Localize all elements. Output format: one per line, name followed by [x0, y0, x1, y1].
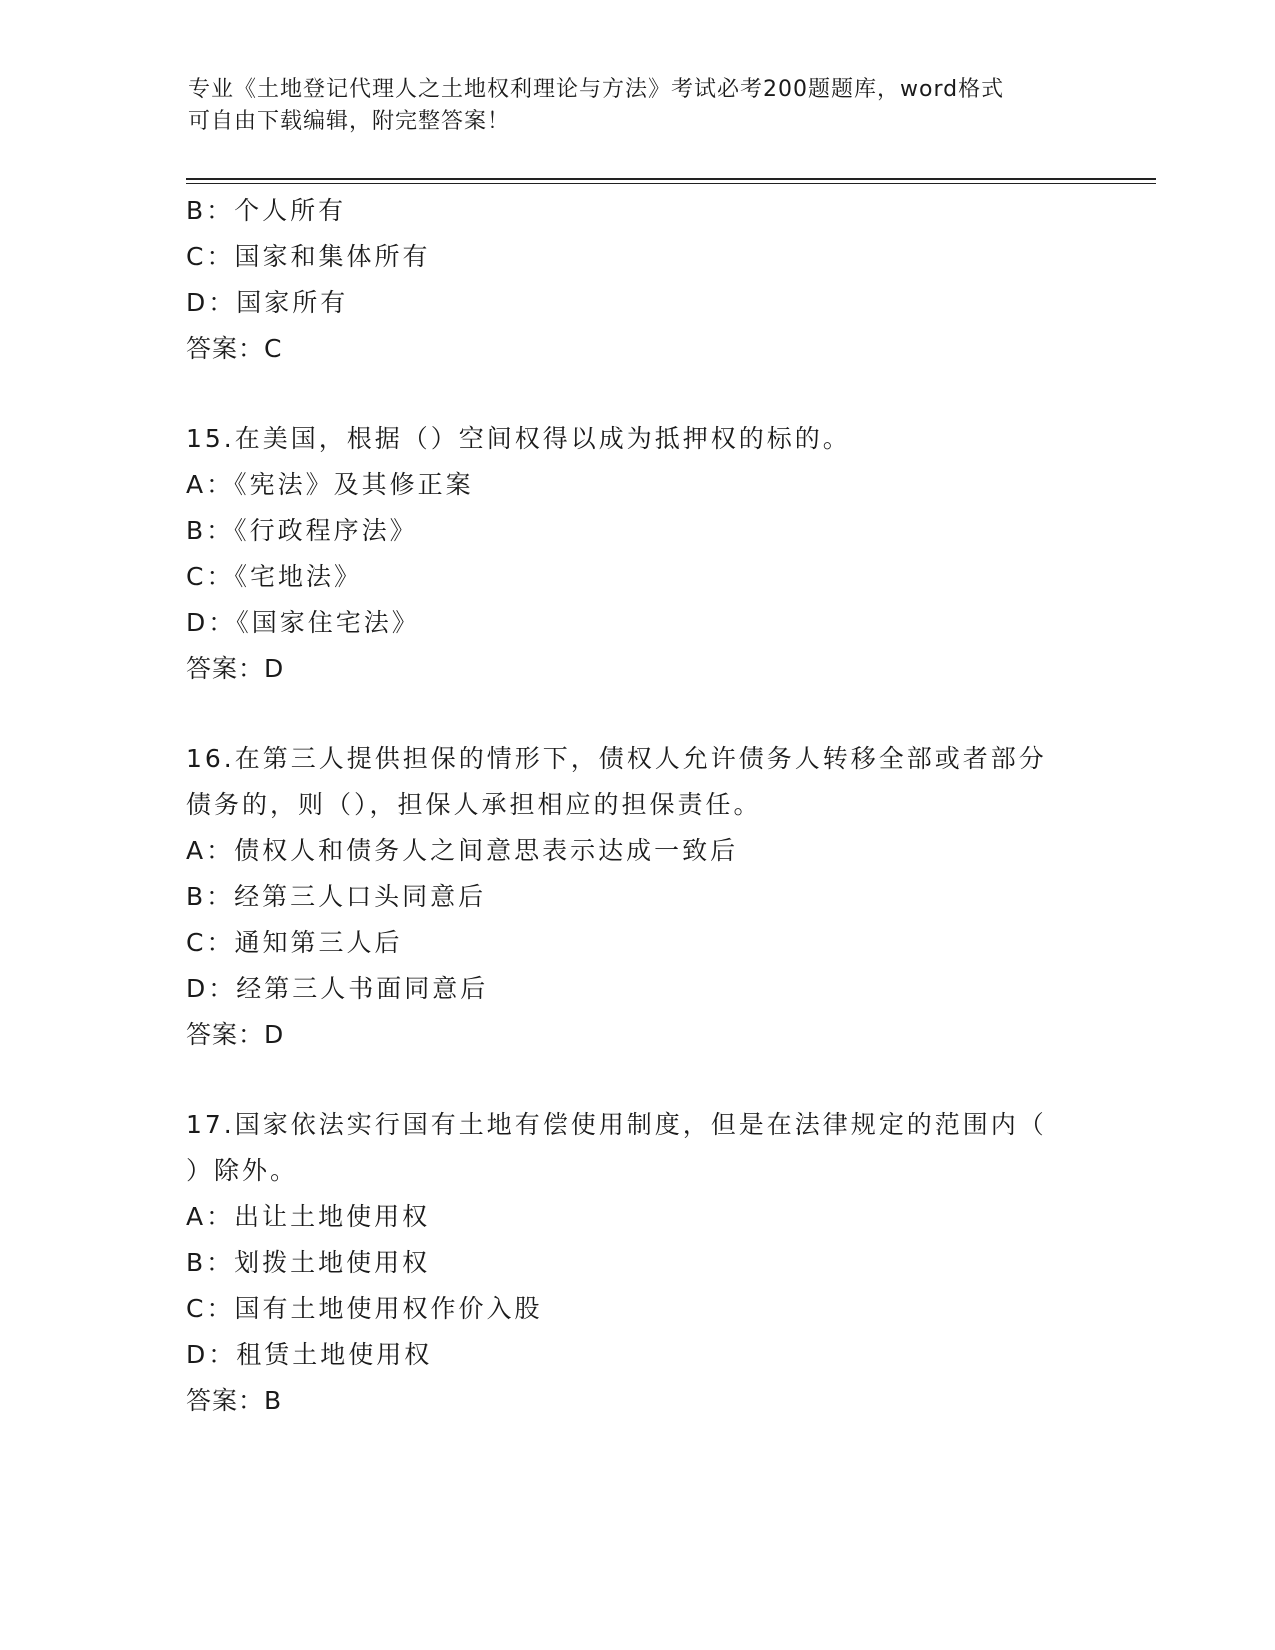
option-c: C：通知第三人后	[186, 928, 403, 957]
answer: 答案：D	[186, 654, 285, 683]
option-a: A：债权人和债务人之间意思表示达成一致后	[186, 836, 739, 865]
spacer	[186, 1058, 1086, 1102]
answer: 答案：D	[186, 1020, 285, 1049]
option-b: B：《行政程序法》	[186, 516, 418, 545]
spacer	[186, 372, 1086, 416]
option-b: B：个人所有	[186, 196, 347, 225]
question-15	[186, 416, 1086, 692]
question-text: 16.在第三人提供担保的情形下，债权人允许债务人转移全部或者部分	[186, 744, 1047, 773]
option-a: A：《宪法》及其修正案	[186, 470, 474, 499]
option-d: D：租赁土地使用权	[186, 1340, 433, 1369]
question-17	[186, 1102, 1086, 1424]
question-text: 15.在美国，根据（）空间权得以成为抵押权的标的。	[186, 424, 851, 453]
option-d: D：经第三人书面同意后	[186, 974, 489, 1003]
answer: 答案：B	[186, 1386, 283, 1415]
answer: 答案：C	[186, 334, 283, 363]
option-c: C：国家和集体所有	[186, 242, 431, 271]
option-a: A：出让土地使用权	[186, 1202, 431, 1231]
header-title-line-1: 专业《土地登记代理人之土地权利理论与方法》考试必考200题题库，word格式	[188, 77, 1005, 102]
header-divider-thin	[186, 183, 1156, 184]
option-d: D：国家所有	[186, 288, 349, 317]
option-d: D：《国家住宅法》	[186, 608, 420, 637]
header-divider-thick	[186, 178, 1156, 180]
question-16	[186, 736, 1086, 1058]
question-14-continuation	[186, 188, 1086, 372]
header-title-line-2: 可自由下载编辑，附完整答案！	[188, 109, 511, 134]
question-list	[186, 188, 1086, 1424]
option-c: C：国有土地使用权作价入股	[186, 1294, 543, 1323]
spacer	[186, 692, 1086, 736]
option-c: C：《宅地法》	[186, 562, 362, 591]
option-b: B：划拨土地使用权	[186, 1248, 431, 1277]
page-header	[188, 74, 1068, 138]
option-b: B：经第三人口头同意后	[186, 882, 487, 911]
question-text: ）除外。	[186, 1156, 299, 1185]
question-text: 债务的，则（），担保人承担相应的担保责任。	[186, 790, 762, 819]
question-text: 17.国家依法实行国有土地有偿使用制度，但是在法律规定的范围内（	[186, 1110, 1047, 1139]
